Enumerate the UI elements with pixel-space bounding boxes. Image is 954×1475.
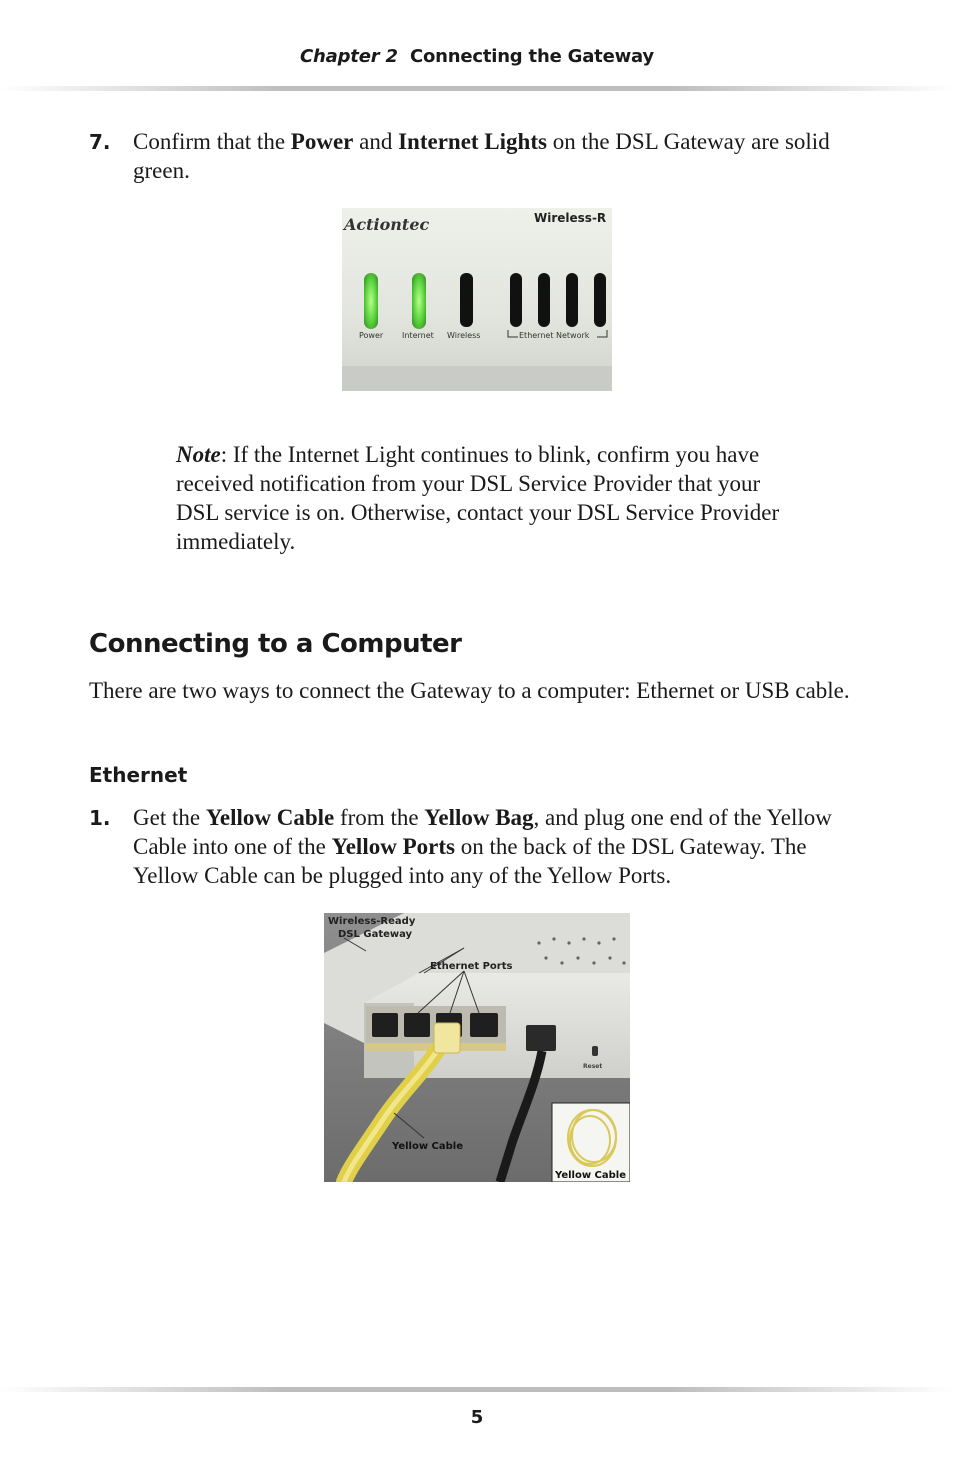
- text-run: on the DSL Gateway are solid green.: [133, 129, 830, 183]
- step-number: 1.: [89, 806, 111, 830]
- led-label-ethernet: Ethernet Network: [519, 331, 590, 340]
- bold-yellow-ports: Yellow Ports: [331, 834, 455, 859]
- bold-yellow-bag: Yellow Bag: [424, 805, 534, 830]
- inset-label: Yellow Cable: [555, 1170, 627, 1181]
- gateway-label-line1: Wireless-Ready: [328, 916, 416, 927]
- gateway-ethernet-photo: [324, 913, 630, 1182]
- led-label-wireless: Wireless: [447, 331, 481, 340]
- step-text: [133, 803, 869, 890]
- led-label-power: Power: [359, 331, 384, 340]
- ethernet-led: [566, 273, 578, 327]
- section-heading: Connecting to a Computer: [89, 629, 462, 659]
- note-block: [176, 440, 796, 556]
- ethernet-ports-label: Ethernet Ports: [430, 961, 513, 972]
- gateway-lights-photo: [342, 208, 612, 391]
- step-7: [89, 127, 869, 185]
- chapter-label: Chapter 2: [300, 46, 398, 67]
- ethernet-port: [470, 1013, 498, 1037]
- gateway-label-line2: DSL Gateway: [338, 929, 413, 940]
- chapter-title: Connecting the Gateway: [409, 46, 654, 67]
- step-1: [89, 803, 869, 890]
- ethernet-led: [594, 273, 606, 327]
- bold-power: Power: [290, 129, 354, 154]
- ethernet-led: [538, 273, 550, 327]
- bold-yellow-cable: Yellow Cable: [205, 805, 335, 830]
- footer-rule: [0, 1387, 954, 1392]
- page-number: 5: [470, 1407, 484, 1428]
- ethernet-port: [404, 1013, 430, 1037]
- reset-label: Reset: [583, 1063, 603, 1070]
- step-number: 7.: [89, 130, 111, 154]
- note-label: Note: [176, 442, 221, 467]
- power-led: [364, 273, 378, 329]
- led-label-internet: Internet: [402, 331, 434, 340]
- step-text: [133, 127, 869, 185]
- text-run: and: [353, 129, 399, 154]
- note-text: : If the Internet Light continues to blink, confirm you have received notification from your DSL Service Provider that your DSL service is on. Otherwise, contact your DSL Service Provider immediately.: [176, 442, 780, 554]
- text-run: , and plug one end of the Yellow Cable into one of the: [133, 805, 832, 859]
- section-intro: There are two ways to connect the Gateway to a computer: Ethernet or USB cable.: [89, 678, 850, 703]
- ethernet-led: [510, 273, 522, 327]
- subsection-heading: Ethernet: [89, 763, 188, 787]
- wireless-led: [460, 273, 473, 327]
- ethernet-port: [372, 1013, 398, 1037]
- text-run: from the: [334, 805, 425, 830]
- yellow-cable-label: Yellow Cable: [392, 1141, 464, 1152]
- brand-logo: Actiontec: [344, 215, 430, 234]
- dsl-port: [526, 1025, 556, 1051]
- text-run: Get the: [133, 805, 206, 830]
- model-label: Wireless-R: [534, 211, 607, 225]
- running-header: [0, 46, 954, 67]
- reset-button: [592, 1046, 598, 1056]
- text-run: on the back of the DSL Gateway. The Yellow Cable can be plugged into any of the Yellow Ports.: [133, 834, 807, 888]
- text-run: Confirm that the: [133, 129, 291, 154]
- internet-led: [412, 273, 426, 329]
- bold-internet-lights: Internet Lights: [398, 129, 547, 154]
- header-rule: [0, 86, 954, 91]
